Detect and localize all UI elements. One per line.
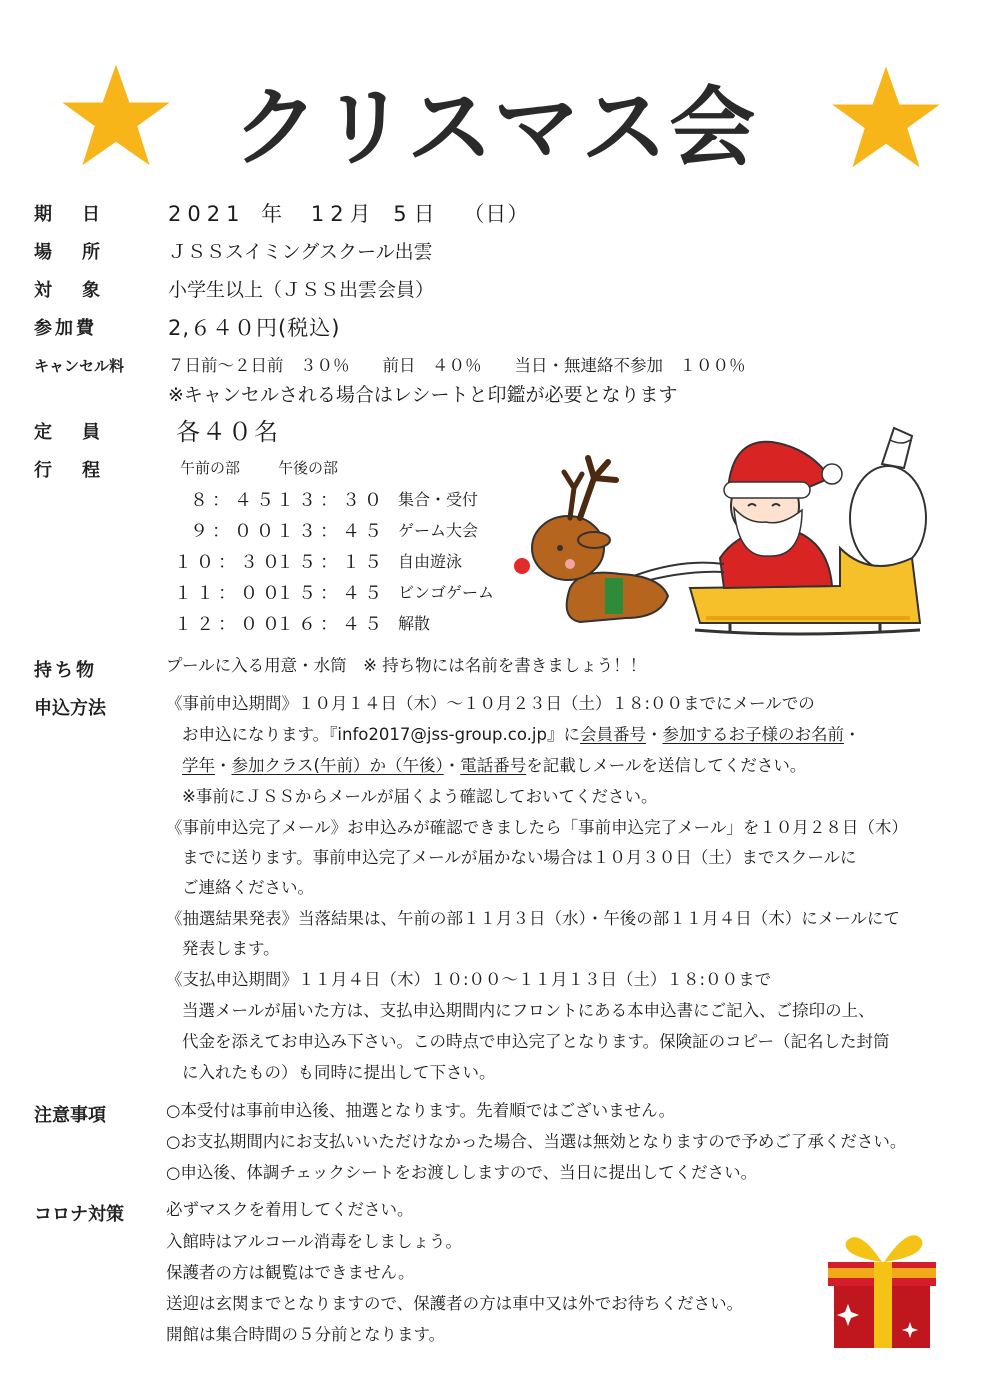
separator: ・ [443,756,461,775]
lottery-line: 発表します。 [182,939,280,958]
class-text: 参加クラス(午前）か（午後） [231,756,444,775]
target-value: 小学生以上（ＪＳＳ出雲会員） [168,279,435,301]
covid-item: 送迎は玄関までとなりますので、保護者の方は車中又は外でお待ちください。 [166,1294,744,1313]
note-item: ○申込後、体調チェックシートをお渡ししますので、当日に提出してください。 [166,1163,758,1182]
note-item: ○本受付は事前申込後、抽選となります。先着順ではございません。 [166,1101,676,1120]
schedule-pm-time: １５：４５ [276,583,386,604]
date-year: 2021 [168,202,246,226]
fee-label: 参加費 [34,318,97,339]
schedule-header-am: 午前の部 [180,459,241,477]
apply-fields-end: を記載しメールを送信してください。 [526,756,807,775]
phone-text: 電話番号 [460,756,527,775]
place-value: ＪＳＳスイミングスクール出雲 [168,241,433,263]
grade-text: 学年 [182,756,215,775]
belongings-label: 持ち物 [34,660,97,681]
schedule-header-pm: 午後の部 [278,459,339,477]
event-date [168,198,529,228]
separator: ・ [645,725,663,744]
covid-item: 保護者の方は観覧はできません。 [166,1263,415,1282]
covid-item: 開館は集合時間の５分前となります。 [166,1325,446,1344]
apply-label: 申込方法 [34,698,106,719]
star-icon [830,62,942,174]
schedule-am-time: ８：４５ [190,490,278,511]
confirm-mail-line: までに送ります。事前申込完了メールが届かない場合は１０月３０日（土）までスクールに [182,848,857,867]
cancel-label: キャンセル料 [34,357,125,375]
date-label: 期 日 [34,204,106,225]
schedule-am-time: １２：００ [174,614,284,635]
cancel-fees: ７日前～２日前 ３０％ 前日 ４０％ 当日・無連絡不参加 １００％ [168,356,746,375]
page-title: クリスマス会 [232,78,758,178]
date-day: 5 [393,202,408,226]
payment-line: 《支払申込期間》１１月４日（木）１０:００～１１月１３日（土）１８:００まで [166,970,772,989]
cancel-note: ※キャンセルされる場合はレシートと印鑑が必要となります [168,384,678,406]
schedule-pm-time: １６：４５ [276,614,386,635]
star-icon [60,60,172,172]
apply-period-line: 《事前申込期間》１０月１４日（木）～１０月２３日（土）１８:００までにメールでの [166,694,815,713]
payment-line: に入れたもの）も同時に提出して下さい。 [182,1063,496,1082]
schedule-am-time: ９：００ [190,521,278,542]
schedule-label: 行 程 [34,460,106,481]
place-label: 場 所 [34,242,106,263]
separator: ・ [843,725,861,744]
covid-label: コロナ対策 [34,1204,124,1225]
schedule-pm-time: １３：４５ [276,521,386,542]
notes-label: 注意事項 [34,1105,106,1126]
payment-line: 当選メールが届いた方は、支払申込期間内にフロントにある本申込書にご記入、ご捺印の上、 [182,1001,875,1020]
date-weekday: （日） [463,202,530,226]
schedule-event: 集合・受付 [398,490,479,509]
gift-box-illustration [818,1222,948,1352]
date-month-unit: 月 [349,202,372,226]
schedule-event: 自由遊泳 [398,552,463,571]
apply-email-line [182,725,860,745]
member-number-text: 会員番号 [579,725,646,744]
schedule-event: ゲーム大会 [398,521,479,540]
schedule-pm-time: １３：３０ [276,490,386,511]
child-name-text: 参加するお子様のお名前 [662,725,844,744]
confirm-mail-line: 《事前申込完了メール》お申込みが確認できましたら「事前申込完了メール」を１０月２８日（木） [166,818,908,837]
covid-item: 必ずマスクを着用してください。 [166,1200,414,1219]
date-month: 12 [310,202,350,226]
apply-note: ※事前にＪＳＳからメールが届くよう確認しておいてください。 [182,787,658,806]
lottery-line: 《抽選結果発表》当落結果は、午前の部１１月３日（水）・午後の部１１月４日（木）にメールにて [166,909,900,928]
schedule-am-time: １０：３０ [174,552,284,573]
confirm-mail-line: ご連絡ください。 [182,878,314,897]
note-item: ○お支払期間内にお支払いいただけなかった場合、当選は無効となりますので予めご了承ください。 [166,1132,907,1151]
belongings-value: プールに入る用意・水筒 ※ 持ち物には名前を書きましょう！！ [166,656,647,675]
date-year-unit: 年 [261,202,284,226]
target-label: 対 象 [34,280,106,301]
schedule-pm-time: １５：１５ [276,552,386,573]
reindeer-sleigh-santa-illustration [510,418,930,643]
covid-item: 入館時はアルコール消毒をしましょう。 [166,1232,463,1251]
schedule-event: ビンゴゲーム [398,583,495,602]
capacity-label: 定 員 [34,422,106,443]
separator: ・ [215,756,232,775]
date-day-unit: 日 [413,202,436,226]
capacity-value: 各４０名 [176,418,280,446]
schedule-event: 解散 [398,614,431,633]
payment-line: 代金を添えてお申込み下さい。この時点で申込完了となります。保険証のコピー（記名した封筒 [182,1032,890,1051]
fee-value: 2,６４０円(税込) [168,316,341,340]
apply-fields-line [182,756,806,776]
apply-email-text: お申込になります。『info2017@jss-group.co.jp』に [182,725,580,744]
schedule-am-time: １１：００ [174,583,284,604]
